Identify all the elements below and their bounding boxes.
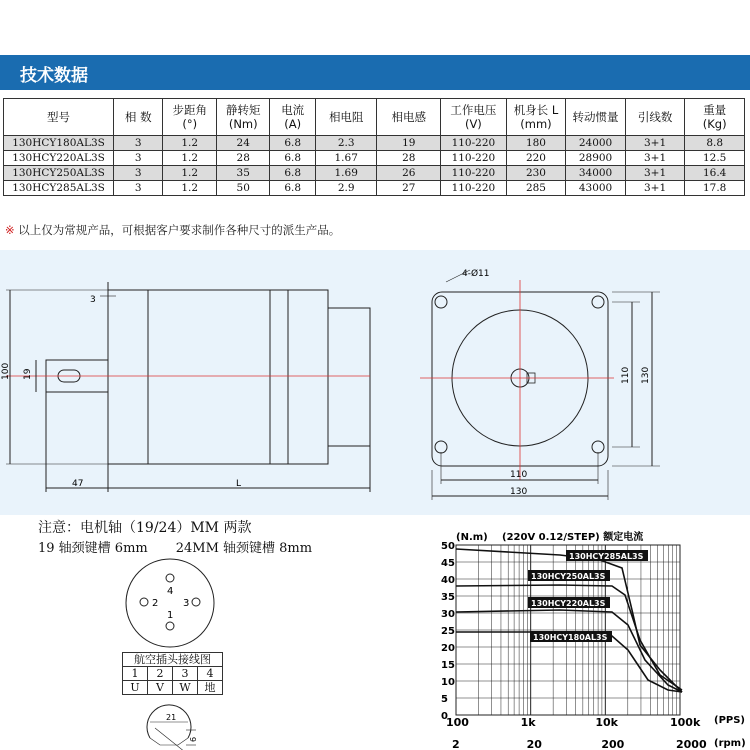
spec-cell: 2.3 [315, 136, 377, 151]
x-tick-rpm: 2000 [676, 738, 707, 750]
y-tick-label: 15 [441, 660, 455, 671]
col-inductance: 相电感 [377, 99, 441, 136]
col-body-length: 机身长 L (mm) [506, 99, 566, 136]
chart-x-unit-pps: (PPS) [714, 715, 746, 726]
y-tick-label: 0 [441, 711, 448, 722]
spec-cell: 110-220 [441, 151, 507, 166]
wiring-table [122, 652, 223, 695]
keyway-section [147, 705, 196, 750]
mounting-hole-br [592, 441, 604, 453]
y-tick-label: 45 [441, 558, 455, 569]
spec-cell: 3+1 [625, 136, 685, 151]
note-text: 以上仅为常规产品，可根据客户要求制作各种尺寸的派生产品。 [14, 223, 341, 237]
dim-keyway-width: 21 [166, 713, 177, 722]
series-label: 130HCY285AL3S [569, 552, 644, 561]
spec-cell: 12.5 [685, 151, 745, 166]
note-mark: ※ [5, 223, 15, 237]
spec-cell: 24 [216, 136, 270, 151]
spec-cell: 6.8 [270, 166, 315, 181]
x-tick-rpm: 200 [601, 738, 625, 750]
spec-cell: 230 [506, 166, 566, 181]
spec-cell: 19 [377, 136, 441, 151]
shaft-note-line2: 19 轴颈键槽 6mm 24MM 轴颈键槽 8mm [38, 541, 313, 556]
pin-label-3: 3 [183, 598, 190, 609]
spec-cell: 1.69 [315, 166, 377, 181]
dim-body-height: 100 [1, 362, 11, 380]
spec-cell: 28 [216, 151, 270, 166]
connector-diagram [126, 559, 214, 647]
col-weight: 重量 (Kg) [685, 99, 745, 136]
spec-cell: 3 [114, 136, 163, 151]
y-tick-label: 10 [441, 677, 455, 688]
dim-keyway-depth: 6 [189, 736, 198, 742]
spec-cell: 110-220 [441, 181, 507, 196]
x-tick-pps: 100k [670, 716, 701, 729]
x-tick-rpm: 2 [452, 738, 460, 750]
spec-cell: 3 [114, 151, 163, 166]
y-tick-label: 30 [441, 609, 455, 620]
spec-cell: 3+1 [625, 151, 685, 166]
col-inertia: 转动惯量 [566, 99, 626, 136]
dim-shaft-diameter: 19 [23, 368, 33, 380]
dim-flange-height: 130 [641, 366, 651, 384]
x-tick-pps: 10k [595, 716, 618, 729]
motor-body-front [108, 290, 288, 464]
mounting-hole-tr [592, 296, 604, 308]
spec-cell: 50 [216, 181, 270, 196]
spec-cell: 3 [114, 181, 163, 196]
spec-cell: 220 [506, 151, 566, 166]
connector-outline [126, 559, 214, 647]
y-tick-label: 40 [441, 575, 455, 586]
x-tick-pps: 1k [520, 716, 536, 729]
wiring-pin-numbers: 1 2 3 4 [123, 667, 223, 681]
chart-x-ticks [446, 716, 707, 750]
dim-flange-width: 130 [510, 487, 528, 497]
pin-label-4: 4 [167, 586, 174, 597]
spec-cell: 43000 [566, 181, 626, 196]
spec-cell: 28900 [566, 151, 626, 166]
series-label: 130HCY180AL3S [533, 633, 608, 642]
spec-cell: 1.2 [163, 151, 217, 166]
spec-cell: 130HCY180AL3S [4, 136, 114, 151]
spec-cell: 180 [506, 136, 566, 151]
y-tick-label: 20 [441, 643, 455, 654]
mounting-hole-tl [435, 296, 447, 308]
series-label: 130HCY220AL3S [531, 599, 606, 608]
pin-4-socket [166, 574, 174, 582]
pin-label-2: 2 [152, 598, 159, 609]
col-step-angle: 步距角 (°) [163, 99, 217, 136]
dim-shaft-length: 47 [72, 479, 84, 489]
spec-cell: 16.4 [685, 166, 745, 181]
spec-cell: 8.8 [685, 136, 745, 151]
y-tick-label: 35 [441, 592, 455, 603]
spec-cell: 24000 [566, 136, 626, 151]
chart-x-unit-rpm: (rpm) [714, 738, 746, 749]
pin-1-socket [166, 622, 174, 630]
spec-cell: 1.2 [163, 136, 217, 151]
spec-cell: 6.8 [270, 136, 315, 151]
dim-mounting-holes: 4-Ø11 [462, 269, 490, 279]
pin-label-1: 1 [167, 610, 174, 621]
spec-cell: 34000 [566, 166, 626, 181]
spec-cell: 28 [377, 151, 441, 166]
spec-cell: 130HCY220AL3S [4, 151, 114, 166]
spec-cell: 6.8 [270, 181, 315, 196]
col-phases: 相 数 [114, 99, 163, 136]
spec-cell: 1.67 [315, 151, 377, 166]
series-label: 130HCY250AL3S [531, 572, 606, 581]
x-tick-rpm: 20 [526, 738, 542, 750]
dim-body-length: L [236, 479, 242, 489]
wiring-pin-labels: U V W 地 [123, 681, 223, 695]
spec-cell: 6.8 [270, 151, 315, 166]
torque-chart [441, 541, 707, 750]
spec-cell: 27 [377, 181, 441, 196]
motor-end-cap [328, 308, 370, 446]
pin-3-socket [192, 598, 200, 606]
spec-cell: 1.2 [163, 181, 217, 196]
x-tick-pps: 100 [446, 716, 469, 729]
spec-cell: 130HCY285AL3S [4, 181, 114, 196]
col-holding-torque: 静转矩 (Nm) [216, 99, 270, 136]
spec-cell: 35 [216, 166, 270, 181]
col-current: 电流 (A) [270, 99, 315, 136]
spec-cell: 285 [506, 181, 566, 196]
spec-cell: 3+1 [625, 181, 685, 196]
spec-cell: 17.8 [685, 181, 745, 196]
spec-cell: 2.9 [315, 181, 377, 196]
motor-body-rear [288, 290, 328, 464]
section-title: 技术数据 [20, 66, 88, 86]
spec-cell: 3+1 [625, 166, 685, 181]
dim-flange-thickness: 3 [90, 295, 96, 305]
chart-y-unit: (N.m) [456, 532, 488, 543]
y-tick-label: 50 [441, 541, 455, 552]
spec-cell: 26 [377, 166, 441, 181]
spec-cell: 130HCY250AL3S [4, 166, 114, 181]
col-leads: 引线数 [625, 99, 685, 136]
mounting-hole-bl [435, 441, 447, 453]
spec-cell: 1.2 [163, 166, 217, 181]
dim-hole-spacing-vertical: 110 [621, 366, 631, 384]
col-resistance: 相电阻 [315, 99, 377, 136]
side-view-drawing [6, 282, 370, 492]
chart-y-ticks [441, 541, 455, 722]
spec-cell: 110-220 [441, 166, 507, 181]
pin-2-socket [140, 598, 148, 606]
col-voltage: 工作电压 (V) [441, 99, 507, 136]
wiring-table-title: 航空插头接线图 [123, 653, 223, 667]
y-tick-label: 5 [441, 694, 448, 705]
col-model: 型号 [4, 99, 114, 136]
spec-cell: 110-220 [441, 136, 507, 151]
shaft-note-line1: 注意：电机轴（19/24）MM 两款 [38, 520, 252, 536]
chart-title: (220V 0.12/STEP) 额定电流 [502, 532, 644, 543]
y-tick-label: 25 [441, 626, 455, 637]
dim-hole-spacing-horizontal: 110 [510, 470, 528, 480]
front-view-drawing [420, 270, 660, 500]
spec-cell: 3 [114, 166, 163, 181]
